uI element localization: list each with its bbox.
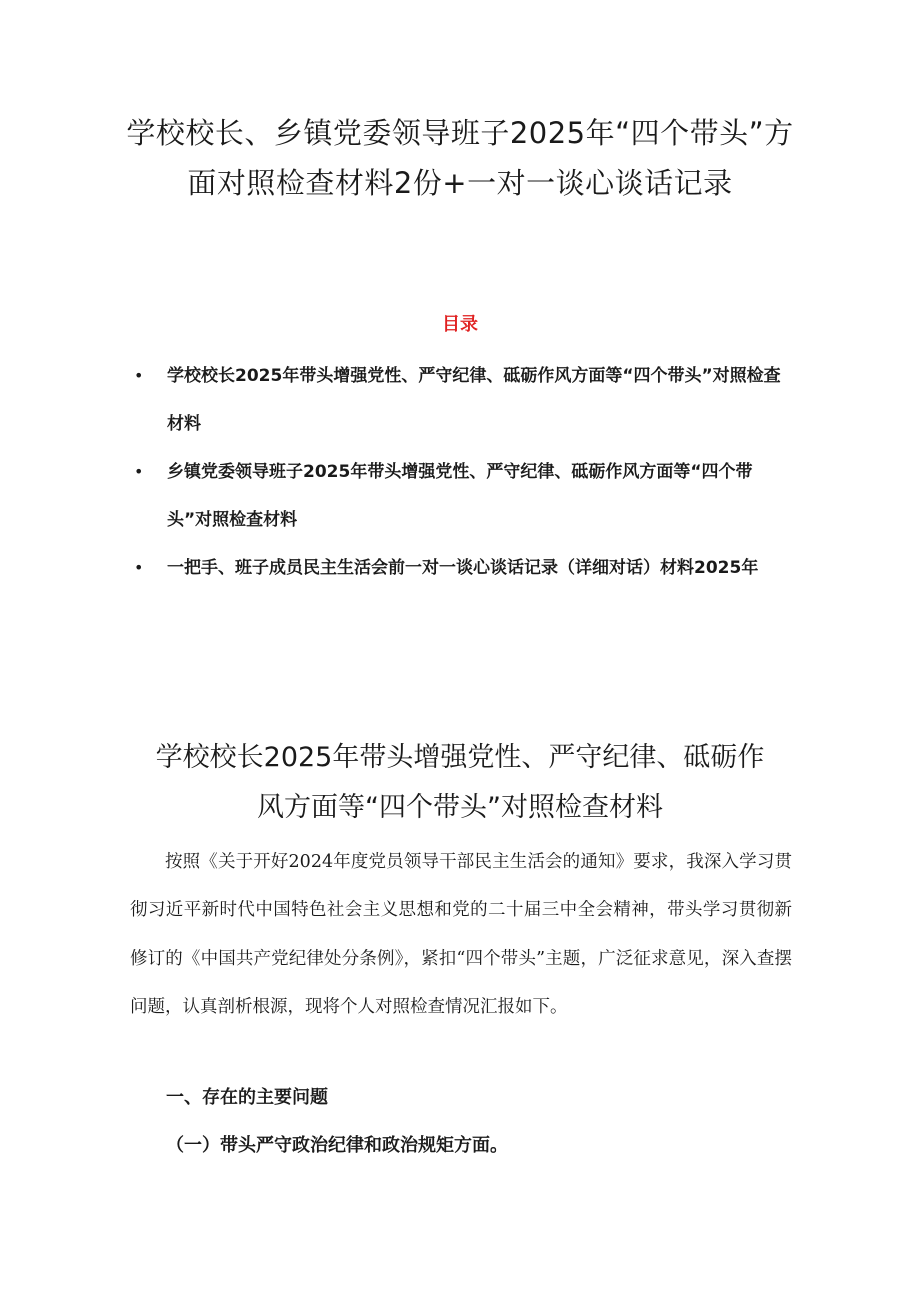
- toc-item-label: 一把手、班子成员民主生活会前一对一谈心谈话记录（详细对话）材料2025年: [167, 558, 759, 578]
- section-title: [110, 733, 810, 833]
- toc-heading: 目录: [442, 314, 478, 335]
- toc-item-label: 乡镇党委领导班子2025年带头增强党性、严守纪律、砥砺作风方面等“四个带头”对照检查材料: [167, 462, 753, 530]
- bullet-icon: •: [134, 558, 144, 577]
- toc-list: [130, 352, 790, 592]
- toc-item-2[interactable]: [130, 448, 790, 544]
- toc-item-label: 学校校长2025年带头增强党性、严守纪律、砥砺作风方面等“四个带头”对照检查材料: [167, 366, 781, 434]
- section-title-line2: 风方面等“四个带头”对照检查材料: [257, 792, 663, 823]
- toc-item-3[interactable]: [130, 544, 790, 592]
- document-title: [100, 108, 820, 208]
- heading-level1: 一、存在的主要问题: [166, 1087, 328, 1108]
- toc-item-1[interactable]: [130, 352, 790, 448]
- bullet-icon: •: [134, 462, 144, 481]
- document-title-line1: 学校校长、乡镇党委领导班子2025年“四个带头”方: [126, 116, 794, 150]
- bullet-icon: •: [134, 366, 144, 385]
- heading-level2: （一）带头严守政治纪律和政治规矩方面。: [166, 1135, 508, 1156]
- intro-paragraph: 按照《关于开好2024年度党员领导干部民主生活会的通知》要求，我深入学习贯彻习近平新时代中国特色社会主义思想和党的二十届三中全会精神，带头学习贯彻新修订的《中国共产党纪律处分条例》，紧扣“四个带头”主题，广泛征求意见，深入查摆问题，认真剖析根源，现将个人对照检查情况汇报如下。: [130, 852, 792, 1018]
- document-title-line2: 面对照检查材料2份+一对一谈心谈话记录: [187, 166, 733, 200]
- section-title-line1: 学校校长2025年带头增强党性、严守纪律、砥砺作: [155, 742, 765, 773]
